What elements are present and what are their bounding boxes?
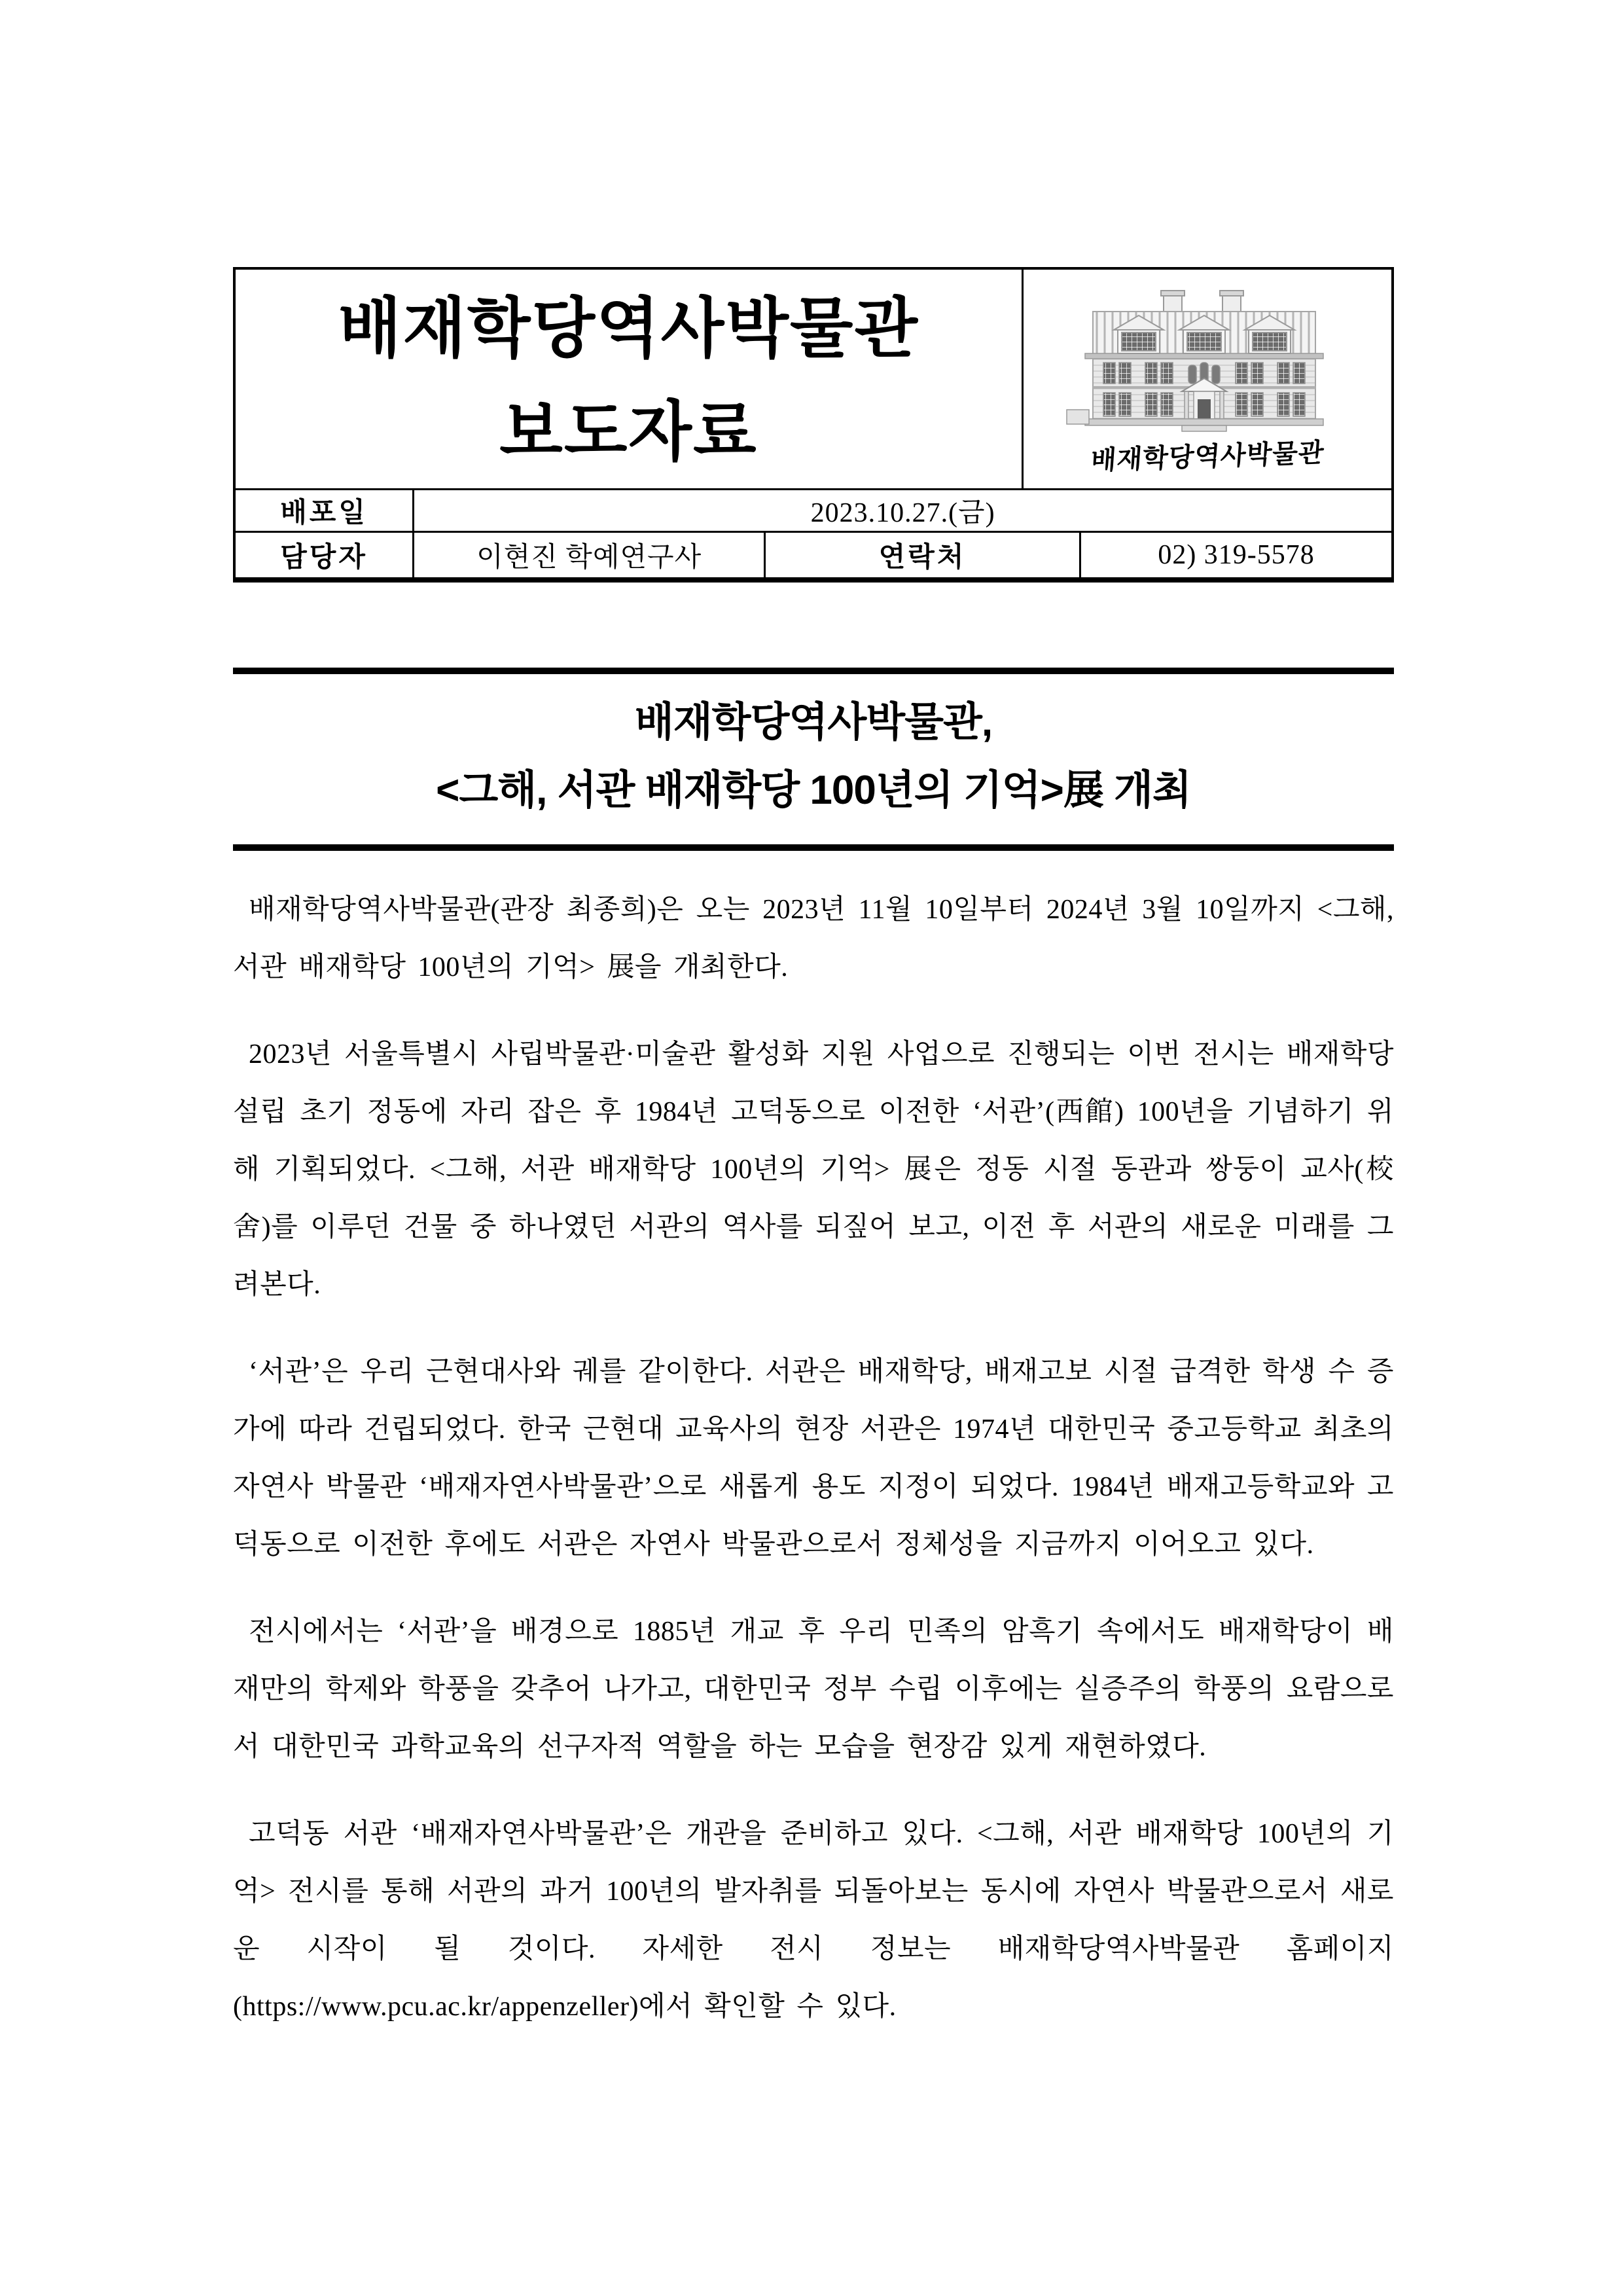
release-date-label: 배포일 <box>280 498 368 528</box>
header-table <box>233 267 1394 583</box>
page-content <box>233 267 1394 2065</box>
body-paragraph: 고덕동 서관 ‘배재자연사박물관’은 개관을 준비하고 있다. <그해, 서관 배재학당 100년의 기억> 전시를 통해 서관의 과거 100년의 발자취를 되돌아보는 동시에 자연사 박물관으로서 새로운 시작이 될 것이다. 자세한 전시 정보는 배재학당역사박물관 홈페이지(https://www.pcu.ac.kr/appenzeller)에서 확인할 수 있다. <box>233 1819 1394 2022</box>
contact-phone: 02) 319-5578 <box>1079 533 1391 577</box>
headline-text <box>233 674 1394 844</box>
manager-label: 담당자 <box>280 543 368 573</box>
press-release-body <box>233 881 1394 2036</box>
logo-calligraphy-caption: 배재학당역사박물관 <box>1089 437 1325 475</box>
doc-type-title: 보도자료 <box>499 396 758 469</box>
logo-cell <box>1022 270 1391 488</box>
body-paragraph: 2023년 서울특별시 사립박물관·미술관 활성화 지원 사업으로 진행되는 이번 전시는 배재학당 설립 초기 정동에 자리 잡은 후 1984년 고덕동으로 이전한 ‘서관’(西館) 100년을 기념하기 위해 기획되었다. <그해, 서관 배재학당 100년의 기억> 展은 정동 시절 동관과 쌍둥이 교사(校舍)를 이루던 건물 중 하나였던 서관의 역사를 되짚어 보고, 이전 후 서관의 새로운 미래를 그려본다. <box>233 1039 1394 1300</box>
headline-block <box>233 668 1394 851</box>
headline-bottom-rule <box>233 844 1394 851</box>
museum-building-icon <box>1054 289 1361 435</box>
document-title-cell <box>236 270 1022 488</box>
release-date-row <box>236 490 1391 533</box>
body-paragraph: ‘서관’은 우리 근현대사와 궤를 같이한다. 서관은 배재학당, 배재고보 시절 급격한 학생 수 증가에 따라 건립되었다. 한국 근현대 교육사의 현장 서관은 1974년 대한민국 중고등학교 최초의 자연사 박물관 ‘배재자연사박물관’으로 새롭게 용도 지정이 되었다. 1984년 배재고등학교와 고덕동으로 이전한 후에도 서관은 자연사 박물관으로서 정체성을 지금까지 이어오고 있다. <box>233 1357 1394 1560</box>
headline-line2: <그해, 서관 배재학당 100년의 기억>展 개최 <box>436 768 1191 813</box>
headline-line1: 배재학당역사박물관, <box>634 700 993 745</box>
manager-name: 이현진 학예연구사 <box>412 533 764 577</box>
body-paragraph: 배재학당역사박물관(관장 최종희)은 오는 2023년 11월 10일부터 2024년 3월 10일까지 <그해, 서관 배재학당 100년의 기억> 展을 개최한다. <box>233 895 1394 982</box>
release-date-value: 2023.10.27.(금) <box>412 490 1391 531</box>
headline-top-rule <box>233 668 1394 674</box>
contact-row <box>236 533 1391 577</box>
contact-label: 연락처 <box>764 533 1079 577</box>
body-paragraph: 전시에서는 ‘서관’을 배경으로 1885년 개교 후 우리 민족의 암흑기 속에서도 배재학당이 배재만의 학제와 학풍을 갖추어 나가고, 대한민국 정부 수립 이후에는 실증주의 학풍의 요람으로서 대한민국 과학교육의 선구자적 역할을 하는 모습을 현장감 있게 재현하였다. <box>233 1617 1394 1762</box>
org-title: 배재학당역사박물관 <box>338 293 919 365</box>
header-title-row <box>236 270 1391 490</box>
